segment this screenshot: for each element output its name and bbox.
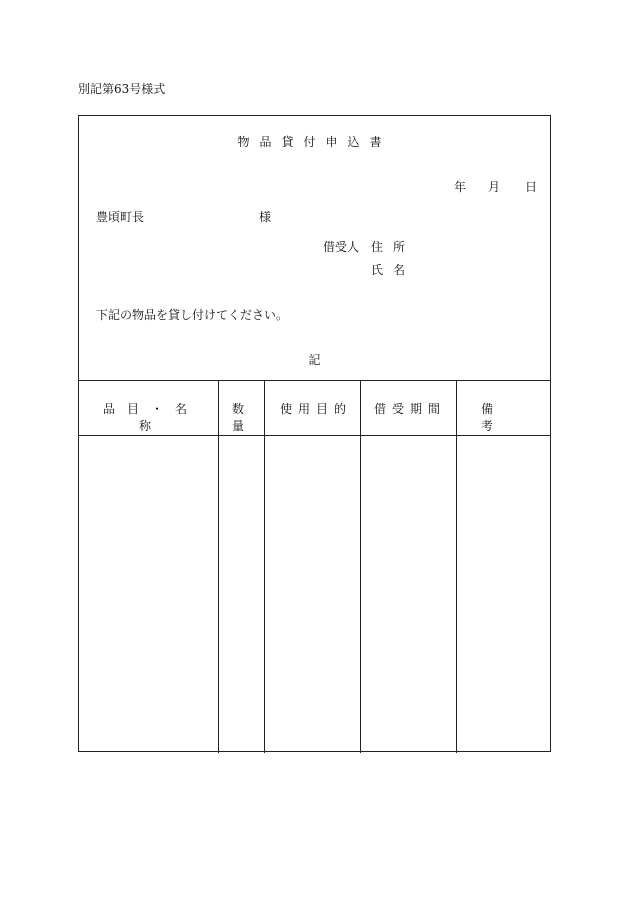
request-text: 下記の物品を貸し付けてください。	[96, 308, 289, 322]
remarks-cell[interactable]	[457, 435, 550, 752]
period-cell[interactable]	[361, 435, 456, 752]
item-name-cell[interactable]	[78, 435, 218, 752]
borrower-label: 借受人	[323, 240, 360, 254]
quantity-cell[interactable]	[219, 435, 264, 752]
header-period: 借受期間	[373, 402, 446, 416]
address-label: 住所	[371, 240, 416, 254]
header-quantity: 数量	[231, 402, 256, 433]
name-label: 氏名	[371, 263, 416, 277]
table-top-border	[78, 380, 551, 381]
purpose-cell[interactable]	[265, 435, 360, 752]
date-day-label: 日	[525, 180, 538, 194]
date-month-label: 月	[488, 180, 501, 194]
document-title: 物品貸付申込書	[237, 135, 392, 149]
header-remarks: 備考	[480, 402, 527, 433]
ki-heading: 記	[308, 353, 321, 367]
application-form	[78, 115, 551, 752]
date-year-label: 年	[454, 180, 467, 194]
item-table	[78, 380, 551, 753]
addressee: 豊頃町長	[96, 210, 145, 224]
header-item-name: 品目・名称	[102, 402, 199, 433]
honorific: 様	[259, 210, 272, 224]
form-number: 別記第63号様式	[78, 82, 166, 96]
header-purpose: 使用目的	[279, 402, 352, 416]
